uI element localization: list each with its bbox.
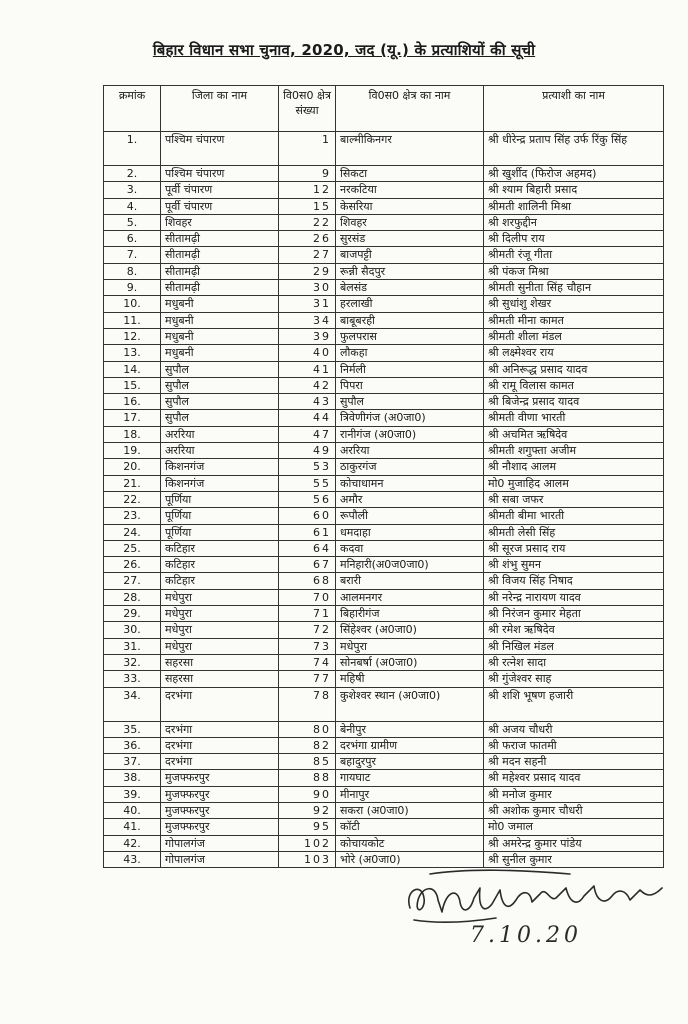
header-ac-name: वि0स0 क्षेत्र का नाम (336, 86, 484, 132)
cell-ac-number: 68 (279, 573, 336, 589)
cell-candidate: श्री रत्नेश सादा (484, 654, 664, 670)
cell-candidate: श्री गुंजेश्वर साह (484, 671, 664, 687)
cell-district: मुजफ्फरपुर (161, 819, 279, 835)
cell-candidate: श्री अनिरूद्ध प्रसाद यादव (484, 361, 664, 377)
cell-district: दरभंगा (161, 687, 279, 721)
cell-serial: 15. (104, 377, 161, 393)
cell-ac-name: पिपरा (336, 377, 484, 393)
cell-candidate: श्री अजय चौधरी (484, 721, 664, 737)
cell-ac-number: 70 (279, 589, 336, 605)
cell-ac-number: 85 (279, 754, 336, 770)
cell-district: मधुबनी (161, 345, 279, 361)
cell-ac-number: 72 (279, 622, 336, 638)
cell-serial: 18. (104, 426, 161, 442)
cell-ac-number: 43 (279, 394, 336, 410)
cell-serial: 25. (104, 540, 161, 556)
cell-candidate: श्री सूरज प्रसाद राय (484, 540, 664, 556)
cell-district: कटिहार (161, 573, 279, 589)
cell-ac-name: रानीगंज (अ0जा0) (336, 426, 484, 442)
cell-serial: 31. (104, 638, 161, 654)
cell-serial: 28. (104, 589, 161, 605)
cell-ac-number: 26 (279, 231, 336, 247)
cell-candidate: श्री रामू विलास कामत (484, 377, 664, 393)
cell-serial: 13. (104, 345, 161, 361)
table-row (104, 770, 664, 786)
cell-district: सीतामढ़ी (161, 263, 279, 279)
cell-ac-name: कुशेश्वर स्थान (अ0जा0) (336, 687, 484, 721)
cell-serial: 43. (104, 851, 161, 867)
cell-district: पूर्णिया (161, 524, 279, 540)
candidate-table (103, 85, 664, 868)
cell-ac-number: 102 (279, 835, 336, 851)
cell-serial: 34. (104, 687, 161, 721)
cell-ac-name: सकरा (अ0जा0) (336, 802, 484, 818)
cell-district: मधुबनी (161, 296, 279, 312)
table-row (104, 687, 664, 721)
cell-ac-name: रूपौली (336, 508, 484, 524)
cell-serial: 24. (104, 524, 161, 540)
cell-ac-name: मधेपुरा (336, 638, 484, 654)
cell-ac-number: 47 (279, 426, 336, 442)
cell-ac-name: हरलाखी (336, 296, 484, 312)
cell-ac-number: 77 (279, 671, 336, 687)
cell-serial: 7. (104, 247, 161, 263)
cell-district: मधेपुरा (161, 638, 279, 654)
cell-ac-name: रून्नी सैदपुर (336, 263, 484, 279)
cell-ac-name: धमदाहा (336, 524, 484, 540)
cell-ac-number: 31 (279, 296, 336, 312)
cell-serial: 41. (104, 819, 161, 835)
cell-district: दरभंगा (161, 721, 279, 737)
cell-ac-name: त्रिवेणीगंज (अ0जा0) (336, 410, 484, 426)
cell-district: पश्चिम चंपारण (161, 132, 279, 166)
cell-ac-number: 73 (279, 638, 336, 654)
cell-ac-number: 34 (279, 312, 336, 328)
table-row (104, 491, 664, 507)
table-row (104, 573, 664, 589)
cell-ac-number: 40 (279, 345, 336, 361)
cell-district: मधेपुरा (161, 622, 279, 638)
cell-district: पूर्णिया (161, 508, 279, 524)
cell-ac-name: बेलसंड (336, 280, 484, 296)
table-row (104, 345, 664, 361)
cell-candidate: श्री नौशाद आलम (484, 459, 664, 475)
signature (400, 860, 680, 960)
table-row (104, 786, 664, 802)
cell-candidate: श्री बिजेन्द्र प्रसाद यादव (484, 394, 664, 410)
cell-ac-name: बाजपट्टी (336, 247, 484, 263)
cell-district: मधेपुरा (161, 606, 279, 622)
cell-candidate: श्री अचमित ऋषिदेव (484, 426, 664, 442)
cell-candidate: श्री अशोक कुमार चौधरी (484, 802, 664, 818)
table-row (104, 835, 664, 851)
table-row (104, 247, 664, 263)
table-row (104, 312, 664, 328)
table-row (104, 459, 664, 475)
cell-ac-number: 67 (279, 557, 336, 573)
cell-ac-name: मीनापुर (336, 786, 484, 802)
cell-serial: 42. (104, 835, 161, 851)
table-row (104, 166, 664, 182)
cell-ac-number: 64 (279, 540, 336, 556)
cell-serial: 26. (104, 557, 161, 573)
cell-serial: 39. (104, 786, 161, 802)
cell-district: सुपौल (161, 377, 279, 393)
cell-candidate: श्री लक्ष्मेश्वर राय (484, 345, 664, 361)
cell-ac-name: केसरिया (336, 198, 484, 214)
cell-candidate: श्री अमरेन्द्र कुमार पांडेय (484, 835, 664, 851)
cell-district: मधेपुरा (161, 589, 279, 605)
cell-ac-number: 1 (279, 132, 336, 166)
cell-serial: 21. (104, 475, 161, 491)
cell-ac-name: कॉटी (336, 819, 484, 835)
cell-district: किशनगंज (161, 475, 279, 491)
cell-candidate: श्रीमती शीला मंडल (484, 328, 664, 344)
cell-serial: 4. (104, 198, 161, 214)
cell-candidate: श्री पंकज मिश्रा (484, 263, 664, 279)
table-row (104, 557, 664, 573)
table-row (104, 622, 664, 638)
cell-candidate: श्रीमती शगुफ्ता अजीम (484, 443, 664, 459)
cell-candidate: मो0 जमाल (484, 819, 664, 835)
cell-candidate: श्री शंभु सुमन (484, 557, 664, 573)
cell-serial: 12. (104, 328, 161, 344)
cell-serial: 23. (104, 508, 161, 524)
cell-ac-name: गायघाट (336, 770, 484, 786)
cell-ac-number: 78 (279, 687, 336, 721)
cell-ac-name: कदवा (336, 540, 484, 556)
cell-ac-number: 41 (279, 361, 336, 377)
table-row (104, 721, 664, 737)
cell-district: सहरसा (161, 671, 279, 687)
cell-ac-number: 60 (279, 508, 336, 524)
cell-ac-name: भोरे (अ0जा0) (336, 851, 484, 867)
cell-candidate: श्रीमती शालिनी मिश्रा (484, 198, 664, 214)
cell-serial: 16. (104, 394, 161, 410)
cell-district: अररिया (161, 443, 279, 459)
cell-serial: 36. (104, 737, 161, 753)
cell-ac-name: अमौर (336, 491, 484, 507)
table-row (104, 394, 664, 410)
cell-candidate: श्री महेश्वर प्रसाद यादव (484, 770, 664, 786)
cell-serial: 14. (104, 361, 161, 377)
cell-ac-name: सुपौल (336, 394, 484, 410)
cell-serial: 9. (104, 280, 161, 296)
cell-candidate: श्री सुनील कुमार (484, 851, 664, 867)
cell-ac-name: महिषी (336, 671, 484, 687)
cell-ac-name: सिकटा (336, 166, 484, 182)
cell-ac-number: 61 (279, 524, 336, 540)
cell-ac-name: सुरसंड (336, 231, 484, 247)
table-row (104, 819, 664, 835)
cell-serial: 27. (104, 573, 161, 589)
cell-serial: 30. (104, 622, 161, 638)
table-row (104, 328, 664, 344)
cell-district: मधुबनी (161, 328, 279, 344)
table-row (104, 802, 664, 818)
cell-serial: 5. (104, 214, 161, 230)
cell-ac-name: कोचायकोट (336, 835, 484, 851)
cell-ac-name: दरभंगा ग्रामीण (336, 737, 484, 753)
cell-serial: 22. (104, 491, 161, 507)
cell-ac-number: 55 (279, 475, 336, 491)
cell-candidate: श्री निरंजन कुमार मेहता (484, 606, 664, 622)
cell-ac-name: मनिहारी(अ0ज0जा0) (336, 557, 484, 573)
cell-serial: 20. (104, 459, 161, 475)
cell-ac-name: कोचाधामन (336, 475, 484, 491)
header-ac-number: वि0स0 क्षेत्र संख्या (279, 86, 336, 132)
cell-ac-name: बाबूबरही (336, 312, 484, 328)
cell-candidate: श्री दिलीप राय (484, 231, 664, 247)
cell-serial: 2. (104, 166, 161, 182)
cell-serial: 8. (104, 263, 161, 279)
cell-district: सहरसा (161, 654, 279, 670)
table-row (104, 589, 664, 605)
cell-ac-number: 22 (279, 214, 336, 230)
cell-district: सुपौल (161, 361, 279, 377)
table-body (104, 132, 664, 868)
cell-candidate: श्री रमेश ऋषिदेव (484, 622, 664, 638)
cell-ac-name: बेनीपुर (336, 721, 484, 737)
cell-candidate: श्री नरेन्द्र नारायण यादव (484, 589, 664, 605)
cell-district: पूर्वी चंपारण (161, 198, 279, 214)
cell-serial: 32. (104, 654, 161, 670)
cell-district: गोपालगंज (161, 851, 279, 867)
cell-serial: 37. (104, 754, 161, 770)
cell-district: पश्चिम चंपारण (161, 166, 279, 182)
cell-serial: 19. (104, 443, 161, 459)
cell-ac-number: 9 (279, 166, 336, 182)
cell-candidate: श्रीमती सुनीता सिंह चौहान (484, 280, 664, 296)
cell-district: पूर्वी चंपारण (161, 182, 279, 198)
table-row (104, 606, 664, 622)
table-row (104, 377, 664, 393)
table-row (104, 426, 664, 442)
cell-district: मुजफ्फरपुर (161, 770, 279, 786)
cell-ac-name: बाल्मीकिनगर (336, 132, 484, 166)
cell-district: सुपौल (161, 410, 279, 426)
cell-district: शिवहर (161, 214, 279, 230)
cell-ac-number: 74 (279, 654, 336, 670)
cell-candidate: श्री सुधांशु शेखर (484, 296, 664, 312)
cell-candidate: श्रीमती बीमा भारती (484, 508, 664, 524)
cell-ac-number: 29 (279, 263, 336, 279)
cell-ac-number: 12 (279, 182, 336, 198)
cell-district: कटिहार (161, 540, 279, 556)
page-title: बिहार विधान सभा चुनाव, 2020, जद (यू.) के प्रत्याशियों की सूची (152, 41, 536, 59)
cell-ac-number: 15 (279, 198, 336, 214)
table-row (104, 296, 664, 312)
cell-candidate: श्री फराज फातमी (484, 737, 664, 753)
table-row (104, 198, 664, 214)
cell-ac-number: 92 (279, 802, 336, 818)
cell-district: दरभंगा (161, 754, 279, 770)
cell-ac-name: निर्मली (336, 361, 484, 377)
cell-candidate: श्री शशि भूषण हजारी (484, 687, 664, 721)
cell-district: गोपालगंज (161, 835, 279, 851)
cell-ac-number: 88 (279, 770, 336, 786)
header-candidate: प्रत्याशी का नाम (484, 86, 664, 132)
cell-ac-number: 71 (279, 606, 336, 622)
cell-serial: 33. (104, 671, 161, 687)
cell-district: कटिहार (161, 557, 279, 573)
table-row (104, 475, 664, 491)
cell-ac-number: 90 (279, 786, 336, 802)
table-row (104, 654, 664, 670)
cell-candidate: श्री श्याम बिहारी प्रसाद (484, 182, 664, 198)
cell-candidate: श्रीमती मीना कामत (484, 312, 664, 328)
table-row (104, 132, 664, 166)
cell-district: मुजफ्फरपुर (161, 786, 279, 802)
cell-candidate: श्री सबा जफर (484, 491, 664, 507)
table-row (104, 410, 664, 426)
cell-ac-number: 82 (279, 737, 336, 753)
cell-ac-number: 39 (279, 328, 336, 344)
table-row (104, 540, 664, 556)
cell-candidate: श्री निखिल मंडल (484, 638, 664, 654)
cell-candidate: श्रीमती रंजू गीता (484, 247, 664, 263)
cell-candidate: श्रीमती लेसी सिंह (484, 524, 664, 540)
cell-ac-name: बहादुरपुर (336, 754, 484, 770)
cell-district: सीतामढ़ी (161, 247, 279, 263)
cell-serial: 40. (104, 802, 161, 818)
table-row (104, 524, 664, 540)
cell-serial: 17. (104, 410, 161, 426)
cell-ac-number: 95 (279, 819, 336, 835)
cell-ac-name: सोनबर्षा (अ0जा0) (336, 654, 484, 670)
cell-ac-number: 80 (279, 721, 336, 737)
cell-ac-number: 49 (279, 443, 336, 459)
cell-serial: 6. (104, 231, 161, 247)
cell-candidate: श्री शरफुद्दीन (484, 214, 664, 230)
cell-candidate: श्री मनोज कुमार (484, 786, 664, 802)
cell-ac-name: आलमनगर (336, 589, 484, 605)
cell-district: दरभंगा (161, 737, 279, 753)
cell-serial: 29. (104, 606, 161, 622)
cell-serial: 11. (104, 312, 161, 328)
cell-district: सीतामढ़ी (161, 231, 279, 247)
cell-district: सुपौल (161, 394, 279, 410)
cell-district: मधुबनी (161, 312, 279, 328)
cell-district: मुजफ्फरपुर (161, 802, 279, 818)
cell-ac-name: नरकटिया (336, 182, 484, 198)
table-row (104, 361, 664, 377)
table-row (104, 182, 664, 198)
cell-serial: 3. (104, 182, 161, 198)
cell-serial: 35. (104, 721, 161, 737)
cell-district: सीतामढ़ी (161, 280, 279, 296)
table-row (104, 508, 664, 524)
table-row (104, 214, 664, 230)
header-district: जिला का नाम (161, 86, 279, 132)
cell-candidate: श्री मदन सहनी (484, 754, 664, 770)
cell-ac-name: लौकहा (336, 345, 484, 361)
cell-candidate: मो0 मुजाहिद आलम (484, 475, 664, 491)
cell-ac-name: ठाकुरगंज (336, 459, 484, 475)
cell-serial: 1. (104, 132, 161, 166)
cell-ac-number: 42 (279, 377, 336, 393)
cell-ac-number: 56 (279, 491, 336, 507)
cell-ac-name: फुलपरास (336, 328, 484, 344)
table-row (104, 754, 664, 770)
cell-ac-number: 103 (279, 851, 336, 867)
cell-candidate: श्री धीरेन्द्र प्रताप सिंह उर्फ रिंकु सिंह (484, 132, 664, 166)
cell-serial: 10. (104, 296, 161, 312)
table-row (104, 443, 664, 459)
cell-candidate: श्रीमती वीणा भारती (484, 410, 664, 426)
signature-date: 7.10.20 (470, 923, 582, 948)
table-row (104, 263, 664, 279)
cell-ac-number: 27 (279, 247, 336, 263)
cell-candidate: श्री खुर्शीद (फिरोज अहमद) (484, 166, 664, 182)
cell-ac-name: बरारी (336, 573, 484, 589)
table-row (104, 638, 664, 654)
cell-ac-name: सिंहेश्वर (अ0जा0) (336, 622, 484, 638)
table-row (104, 280, 664, 296)
cell-district: किशनगंज (161, 459, 279, 475)
cell-ac-number: 53 (279, 459, 336, 475)
cell-district: अररिया (161, 426, 279, 442)
table-row (104, 231, 664, 247)
cell-district: पूर्णिया (161, 491, 279, 507)
cell-ac-name: अररिया (336, 443, 484, 459)
cell-ac-number: 30 (279, 280, 336, 296)
cell-ac-name: शिवहर (336, 214, 484, 230)
cell-ac-number: 44 (279, 410, 336, 426)
cell-ac-name: बिहारीगंज (336, 606, 484, 622)
cell-candidate: श्री विजय सिंह निषाद (484, 573, 664, 589)
table-row (104, 737, 664, 753)
table-row (104, 671, 664, 687)
table-header-row (104, 86, 664, 132)
header-serial: क्रमांक (104, 86, 161, 132)
cell-serial: 38. (104, 770, 161, 786)
